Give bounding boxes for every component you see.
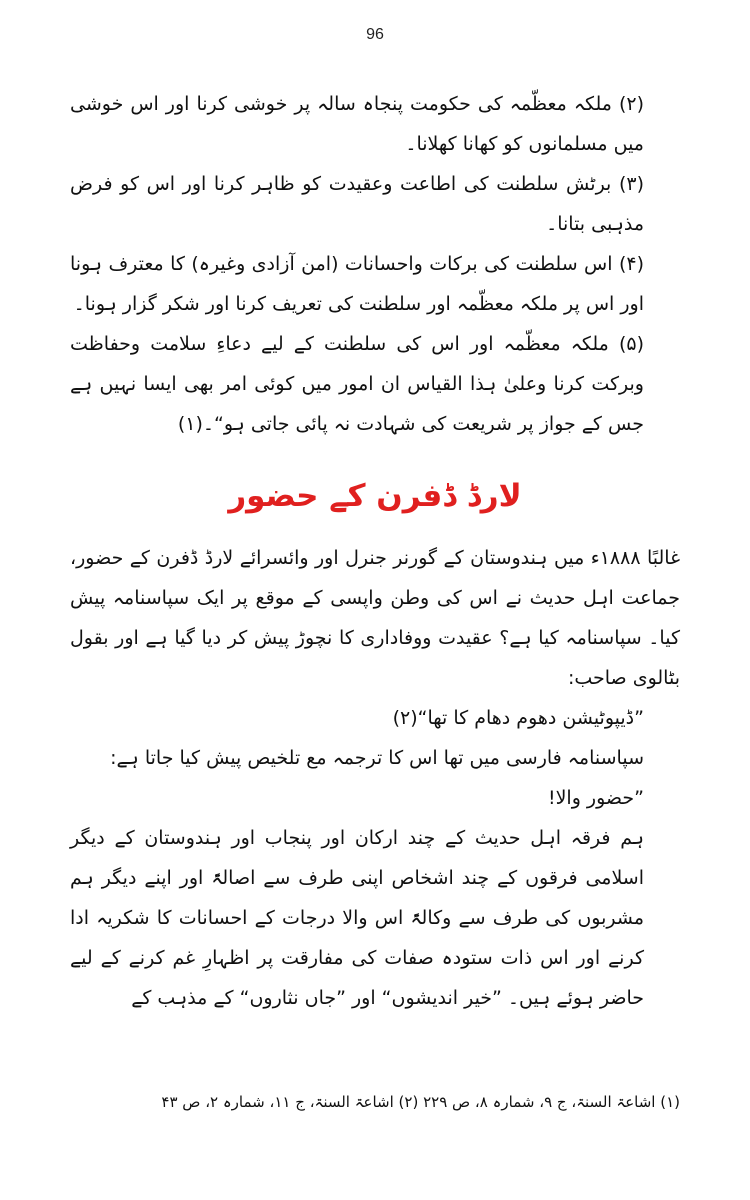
- page-number: 96: [366, 26, 384, 43]
- body-paragraph-address: ہم فرقہ اہل حدیث کے چند ارکان اور پنجاب اور ہندوستان کے دیگر اسلامی فرقوں کے چند اشخاص اپنی طرف سے اصالۃً اور اپنے دیگر ہم مشربوں کی طرف سے وکالۃً اس والا درجات کے احسانات کا شکریہ ادا کرنے اور اس ذات ستودہ صفات کی مفارقت پر اظہارِ غم کرنے کے لیے حاضر ہوئے ہیں۔ ”خیر اندیشوں“ اور ”جاں نثاروں“ کے مذہب کے: [70, 827, 644, 1009]
- list-item-4: (۴) اس سلطنت کی برکات واحسانات (امن آزادی وغیرہ) کا معترف ہونا اور اس پر ملکہ معظّمہ اور سلطنت کی تعریف کرنا اور شکر گزار ہونا۔: [70, 253, 644, 315]
- list-item-3: (۳) برٹش سلطنت کی اطاعت وعقیدت کو ظاہر کرنا اور اس کو فرض مذہبی بتانا۔: [70, 173, 644, 235]
- quote-deputation: ”ڈیپوٹیشن دھوم دھام کا تھا“(۲): [392, 707, 644, 729]
- salutation: ”حضور والا!: [547, 787, 644, 809]
- list-item-5: (۵) ملکہ معظّمہ اور اس کی سلطنت کے لیے دعاءِ سلامت وحفاظت وبرکت کرنا وعلیٰ ہذا القیاس ان امور میں کوئی امر بھی ایسا نہیں ہے جس کے جواز پر شریعت کی شہادت نہ پائی جاتی ہو“۔(۱): [70, 333, 644, 435]
- translation-note: سپاسنامہ فارسی میں تھا اس کا ترجمہ مع تلخیص پیش کیا جاتا ہے:: [110, 747, 644, 769]
- footnote: (۱) اشاعۃ السنۃ، ج ۹، شمارہ ۸، ص ۲۲۹ (۲) اشاعۃ السنۃ، ج ۱۱، شمارہ ۲، ص ۴۳: [161, 1093, 680, 1111]
- page-body: [70, 84, 680, 1018]
- section-heading: لارڈ ڈفرن کے حضور: [228, 478, 522, 514]
- list-item-2: (۲) ملکہ معظّمہ کی حکومت پنجاہ سالہ پر خوشی کرنا اور اس خوشی میں مسلمانوں کو کھانا کھلانا۔: [70, 93, 644, 155]
- body-paragraph-intro: غالبًا ۱۸۸۸ء میں ہندوستان کے گورنر جنرل اور وائسرائے لارڈ ڈفرن کے حضور، جماعت اہل حدیث نے اس کی وطن واپسی کے موقع پر ایک سپاسنامہ پیش کیا۔ سپاسنامہ کیا ہے؟ عقیدت ووفاداری کا نچوڑ پیش کر دیا گیا ہے اور بقول بٹالوی صاحب:: [70, 547, 680, 689]
